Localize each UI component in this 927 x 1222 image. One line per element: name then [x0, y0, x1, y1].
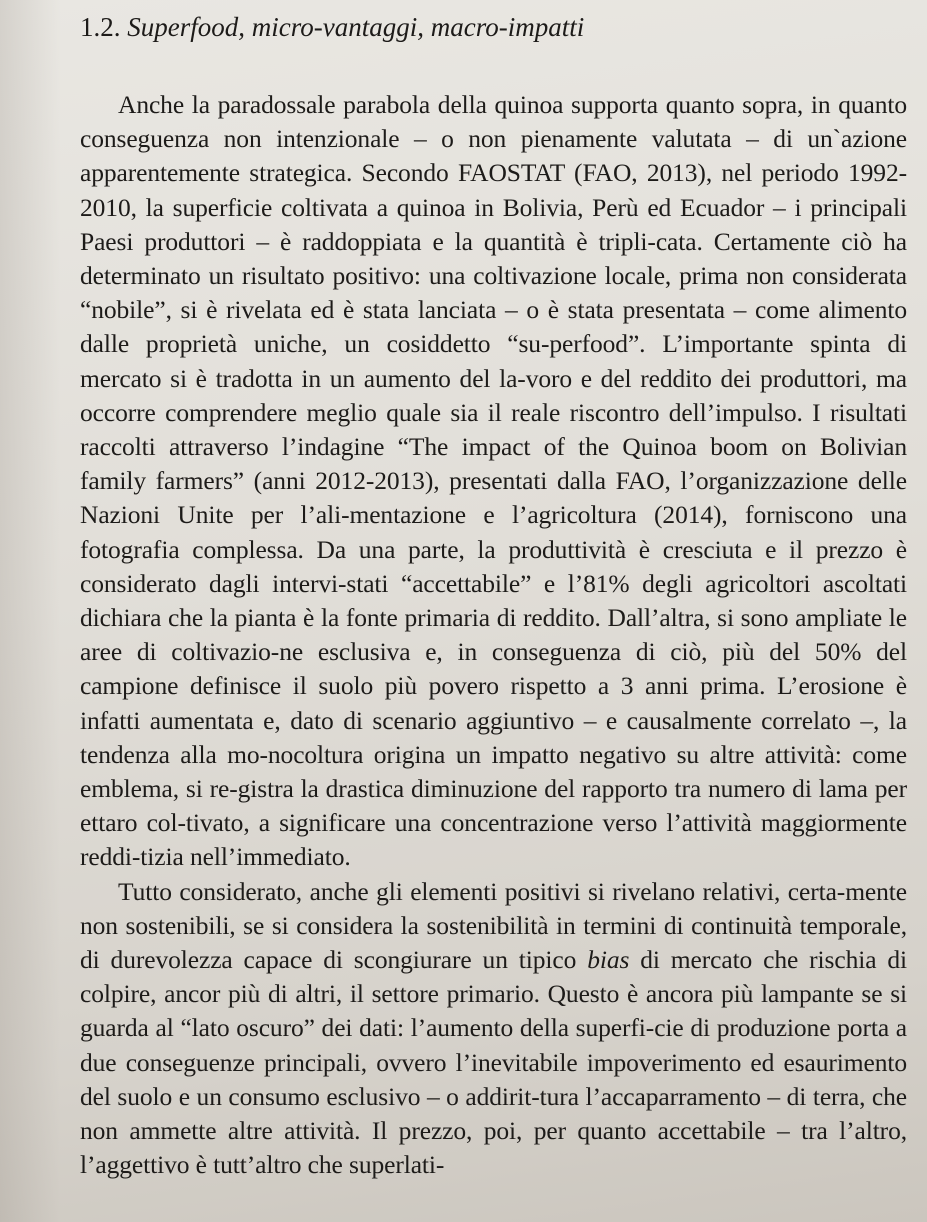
text-line: suolo più povero rispetto a 3 anni prima. L’erosione è infatti aumentata e, [80, 671, 908, 735]
text-line: gistra la drastica diminuzione del rapporto tra numero di lama per ettaro col- [80, 774, 907, 838]
text-line: Anche la paradossale parabola della quinoa supporta quanto sopra, in [118, 90, 839, 119]
section-heading [80, 10, 907, 44]
text-line: la fonte primaria di reddito. Dall’altra, si sono ampliate le aree di coltivazio- [80, 603, 907, 667]
text-line: tura l’accaparramento – di terra, che non ammette altre attività. Il prezzo, [80, 1081, 908, 1146]
text-line: mente non sostenibili, se si considera la sostenibilità in termini di continuità [80, 876, 907, 940]
text-line: periodo 1992-2010, la superficie coltivata a quinoa in Bolivia, Perù ed [80, 158, 908, 222]
text-line: un`azione apparentemente strategica. Secondo FAOSTAT (FAO, 2013), nel [80, 124, 907, 188]
text-line: locale, prima non considerata “nobile”, si è rivelata ed è stata lanciata – o è [80, 261, 907, 325]
text-line: cie di produzione porta a due conseguenze principali, ovvero l’inevitabile [80, 1013, 908, 1077]
text-line: tizia nell’immediato. [140, 842, 351, 872]
text-line: cata. Certamente ciò ha determinato un risultato positivo: una coltivazione [80, 226, 907, 291]
section-title: Superfood, micro-vantaggi, macro-impatti [127, 12, 585, 42]
text-line: una parte, la produttività è cresciuta e il prezzo è considerato dagli intervi- [80, 534, 907, 598]
text-line: più lampante se si guarda al “lato oscuro” dei dati: l’aumento della superfi- [80, 979, 907, 1043]
text-line: mentazione e l’agricoltura (2014), forniscono una fotografia complessa. Da [80, 500, 907, 564]
text-line: ne esclusiva e, in conseguenza di ciò, più del 50% del campione definisce il [80, 637, 907, 701]
text-line: nocoltura origina un impatto negativo su altre attività: come emblema, si re- [80, 739, 907, 804]
text-line: Ecuador – i principali Paesi produttori – è raddoppiata e la quantità è tripli- [80, 192, 907, 256]
text-line: dato di scenario aggiuntivo – e causalmente correlato –, la tendenza alla mo- [80, 705, 907, 769]
text-line: stata presentata – come alimento dalle proprietà uniche, un cosiddetto “su- [80, 295, 907, 359]
text-line: il reale riscontro dell’impulso. I risultati raccolti attraverso l’indagine “The [80, 397, 907, 462]
text-line: perfood”. L’importante spinta di mercato si è tradotta in un aumento del la- [80, 329, 907, 393]
text-line: temporale, di durevolezza capace di scongiurare un tipico bias di mercato [80, 910, 907, 975]
text-line: poi, per quanto accettabile – tra l’altro, l’aggettivo è tutt’altro che superlati- [80, 1116, 907, 1180]
text-line: tivato, a significare una concentrazione verso l’attività maggiormente reddi- [80, 808, 907, 872]
text-line: Tutto considerato, anche gli elementi positivi si rivelano relativi, certa- [118, 876, 846, 906]
text-line: impact of the Quinoa boom on Bolivian family farmers” (anni 2012-2013), [80, 432, 907, 496]
text-line: che rischia di colpire, ancor più di altri, il settore primario. Questo è ancora [80, 945, 907, 1009]
section-number: 1.2. [80, 12, 121, 42]
text-line: impoverimento ed esaurimento del suolo e un consumo esclusivo – o addirit- [80, 1047, 907, 1111]
text-line: presentati dalla FAO, l’organizzazione delle Nazioni Unite per l’ali- [80, 466, 907, 530]
text-line: quanto conseguenza non intenzionale – o non pienamente valutata – di [80, 90, 907, 154]
paragraph-quinoa-parable [80, 88, 907, 875]
text-line: stati “accettabile” e l’81% degli agricoltori ascoltati dichiara che la pianta è [80, 568, 908, 633]
text-line: voro e del reddito dei produttori, ma occorre comprendere meglio quale sia [80, 363, 907, 427]
paragraph-sustainability [80, 875, 907, 1183]
